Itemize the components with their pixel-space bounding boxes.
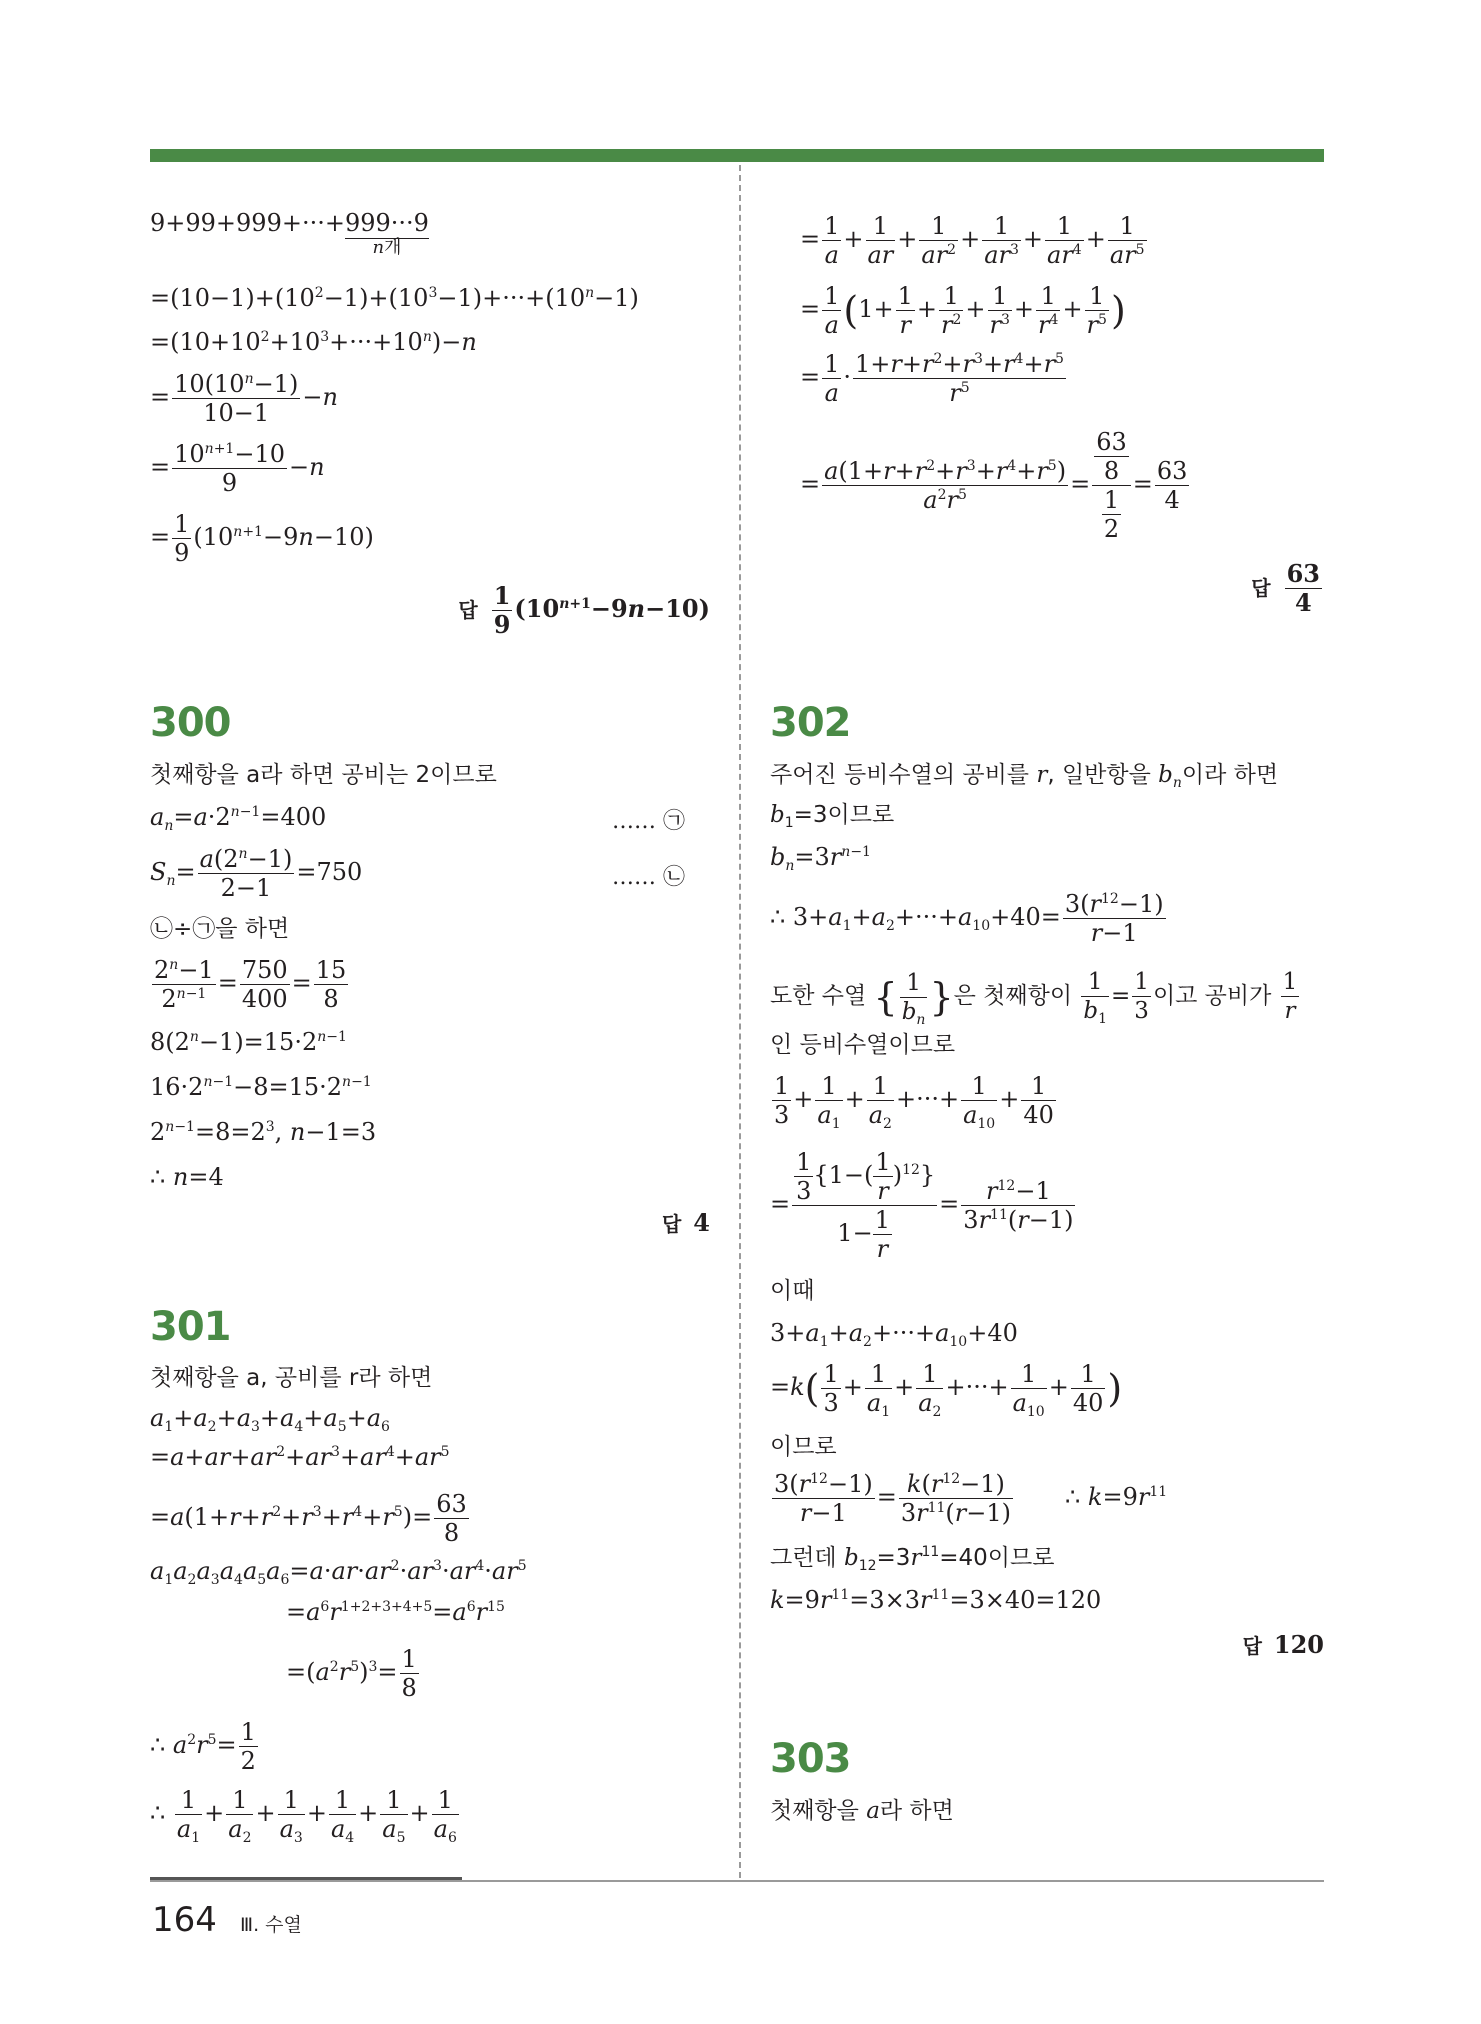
math-line: $S_n=$ $\frac{a(2^n-1)}{2-1}$ =750	[150, 845, 363, 902]
math-line: $a_1+a_2+a_3+a_4+a_5+a_6$	[150, 1404, 390, 1435]
math-line: $\frac{2^n-1}{2^{n-1}}$ = $\frac{750}{400}$ = $\frac{15}{8}$	[154, 956, 347, 1013]
problem-text: 이때	[770, 1278, 815, 1304]
math-line: $\frac{3(r^{12}-1)}{r-1}$ = $\frac{k(r^{12}-1)}{3r^{11}(r-1)}$ ∴ $k=9r^{11}$	[774, 1470, 1168, 1527]
math-line: = $\frac{a(1+r+r^2+r^3+r^4+r^5)}{a^2r^5}$ = $\frac{\frac{63}{8}}{\frac{1}{2}}$ = $\frac{63}{4}$	[800, 428, 1188, 543]
problem-text: 인 등비수열이므로	[770, 1032, 956, 1058]
answer-line	[1243, 1630, 1324, 1659]
math-line: $k=9r^{11}=3\times 3r^{11}=3\times 40=120$	[770, 1586, 1102, 1614]
math-line: $=(10+10^2+10^3+\cdot\cdot\cdot+10^n)-n$	[150, 328, 477, 356]
problem-text: 이므로	[770, 1434, 837, 1460]
footer-rule	[150, 1880, 1324, 1882]
math-line: $b_n=3r^{n-1}$	[770, 843, 871, 874]
answer-tag: 답	[661, 1212, 682, 1236]
answer-tag: 답	[1242, 1634, 1262, 1658]
math-line: $=(10-1)+(10^2-1)+(10^3-1)+\cdot\cdot\cdot+(10^n-1)$	[150, 284, 639, 312]
problem-text: 첫째항을 a라 하면	[770, 1798, 954, 1824]
math-line: = $\frac{1}{3}$ {1−( $\frac{1}{r}$ )$^{12}$} 1− $\frac{1}{r}$ = $\frac{r^{12}-1}{3r^{11}(r-1)}$	[770, 1148, 1074, 1263]
math-line: $2^{n-1}=8=2^3$, n−1=3	[150, 1118, 377, 1146]
problem-text: 첫째항을 a라 하면 공비는 2이므로	[150, 762, 497, 788]
math-line: 9+99+999+···+ 999···9 n개	[150, 209, 429, 258]
problem-text: 주어진 등비수열의 공비를 r, 일반항을 $b_n$이라 하면	[770, 762, 1279, 791]
problem-text: 그런데 $b_{12}=3r^{11}=40$이므로	[770, 1544, 1055, 1574]
answer-value: 120	[1273, 1630, 1324, 1659]
problem-text: ㉡÷㉠을 하면	[150, 916, 290, 942]
math-line: $16\cdot 2^{n-1}-8=15\cdot 2^{n-1}$	[150, 1073, 372, 1101]
problem-number: 301	[150, 1304, 231, 1350]
math-line: = $\frac{1}{9}$ $(10^{n+1}-9n-10)$	[150, 510, 374, 567]
problem-number: 302	[770, 700, 851, 746]
header-bar	[150, 149, 1324, 162]
problem-number: 303	[770, 1736, 851, 1782]
math-line: = $\frac{10^{n+1}-10}{9}$ −n	[150, 440, 325, 497]
problem-text: 첫째항을 a, 공비를 r라 하면	[150, 1365, 433, 1391]
math-line: = $\frac{1}{a}$ (1+ $\frac{1}{r}$ + $\frac{1}{r^2}$ + $\frac{1}{r^3}$ + $\frac{1}{r^4}$ + $\frac{1}{r^5}$ )	[800, 282, 1126, 339]
math-line: $a_1a_2a_3a_4a_5a_6=a\cdot ar\cdot ar^2\cdot ar^3\cdot ar^4\cdot ar^5$	[150, 1557, 527, 1588]
page-number: 164	[152, 1900, 217, 1940]
answer-line: 답 $\frac{1}{9}$ $(10^{n+1}-9n-10)$	[458, 581, 710, 639]
column-divider	[739, 165, 741, 1878]
math-line: ∴ $\frac{1}{a_1}$ + $\frac{1}{a_2}$ + $\frac{1}{a_3}$ + $\frac{1}{a_4}$ + $\frac{1}{a_5}$ + $\frac{1}{a_6}$	[150, 1786, 457, 1846]
math-line: $\frac{1}{3}$ + $\frac{1}{a_1}$ + $\frac{1}{a_2}$ +···+ $\frac{1}{a_{10}}$ + $\frac{1}{40}$	[774, 1072, 1054, 1132]
answer-line	[662, 1208, 710, 1237]
math-line: $=a^6r^{1+2+3+4+5}=a^6r^{15}$	[286, 1598, 505, 1626]
math-line: $3+a_1+a_2+\cdot\cdot\cdot+a_{10}+40$	[770, 1319, 1018, 1350]
math-line: ∴ n=4	[150, 1163, 224, 1191]
math-line: $=a+ar+ar^2+ar^3+ar^4+ar^5$	[150, 1443, 450, 1471]
answer-tag: 답	[458, 598, 478, 622]
math-line: $=(a^2r^5)^3=$ $\frac{1}{8}$	[286, 1645, 417, 1702]
chapter-label: Ⅲ. 수열	[240, 1914, 302, 1936]
math-line: ∴ $a^2r^5=$ $\frac{1}{2}$	[150, 1718, 256, 1775]
answer-value: 4	[693, 1208, 710, 1237]
math-line: $=a(1+r+r^2+r^3+r^4+r^5)=$ $\frac{63}{8}$	[150, 1490, 467, 1547]
problem-text: $b_1=3$이므로	[770, 802, 895, 831]
math-line: = $\frac{1}{a}$ · $\frac{1+r+r^2+r^3+r^4+r^5}{r^5}$	[800, 350, 1064, 407]
problem-number: 300	[150, 700, 231, 746]
math-line: =k( $\frac{1}{3}$ + $\frac{1}{a_1}$ + $\frac{1}{a_2}$ +···+ $\frac{1}{a_{10}}$ + $\frac{1}{40}$ )	[770, 1360, 1123, 1420]
math-line: $8(2^n-1)=15\cdot 2^{n-1}$	[150, 1028, 347, 1056]
footer-accent-rule	[150, 1877, 462, 1880]
answer-tag: 답	[1251, 576, 1271, 600]
answer-line: 답 $\frac{63}{4}$	[1251, 559, 1320, 617]
math-line: = $\frac{1}{a}$ + $\frac{1}{ar}$ + $\frac{1}{ar^2}$ + $\frac{1}{ar^3}$ + $\frac{1}{ar^4}$ + $\frac{1}{ar^5}$	[800, 212, 1145, 269]
math-line: $a_n=a\cdot 2^{n-1}=400$	[150, 803, 327, 834]
math-line: = $\frac{10(10^n-1)}{10-1}$ −n	[150, 370, 338, 427]
equation-marker: …… ㉠	[612, 809, 685, 834]
math-line: ∴ $3+a_1+a_2+\cdot\cdot\cdot+a_{10}+40=$ $\frac{3(r^{12}-1)}{r-1}$	[770, 890, 1164, 947]
equation-marker: …… ㉡	[612, 865, 685, 890]
problem-text: 도한 수열 { $\frac{1}{b_n}$ }은 첫째항이 $\frac{1}{b_1}$ = $\frac{1}{3}$ 이고 공비가 $\frac{1}{r}$	[770, 969, 1298, 1028]
